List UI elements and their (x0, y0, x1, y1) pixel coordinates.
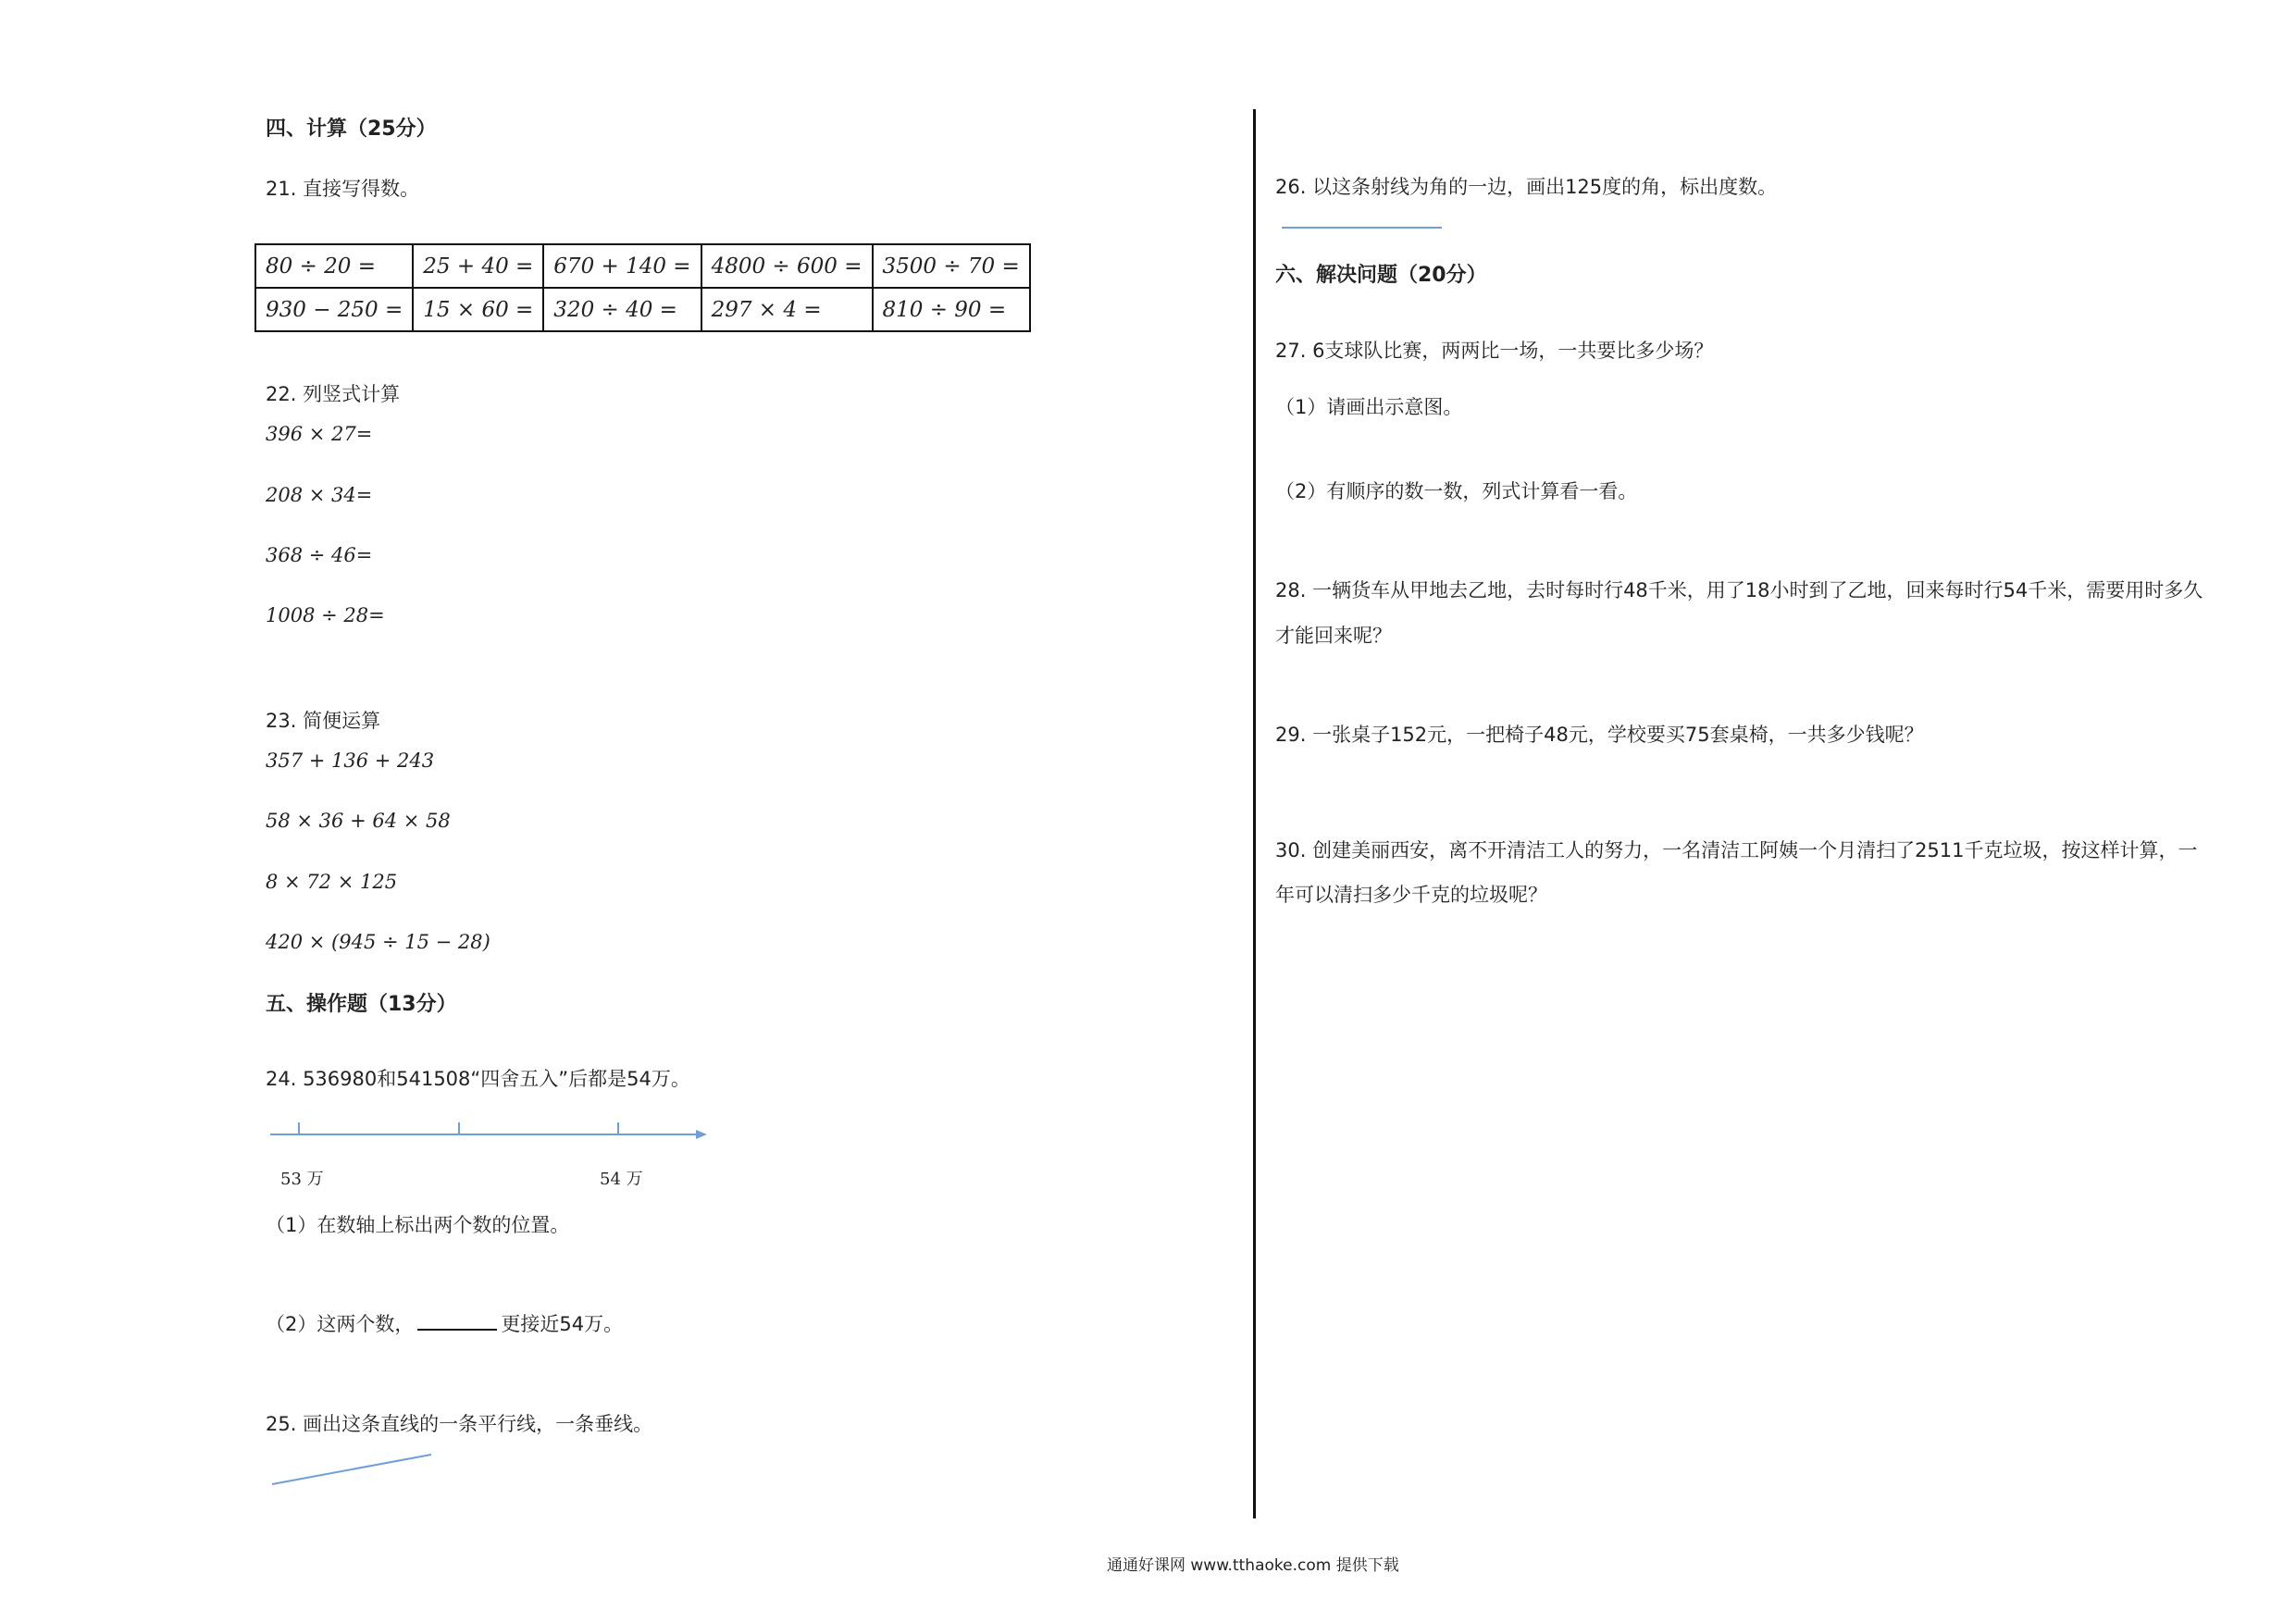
question-21: 21. 直接写得数。 (266, 178, 420, 200)
simplify-item: 8 × 72 × 125 (266, 871, 398, 893)
question-22: 22. 列竖式计算 (266, 383, 401, 405)
question-25: 25. 画出这条直线的一条平行线，一条垂线。 (266, 1413, 653, 1435)
footer-credit: 通通好课网 www.tthaoke.com 提供下载 (1107, 1556, 1399, 1575)
simplify-item: 420 × (945 ÷ 15 − 28) (266, 931, 490, 953)
question-24-sub-1: （1）在数轴上标出两个数的位置。 (266, 1214, 570, 1236)
table-cell: 670 + 140 = (543, 244, 701, 288)
table-cell: 810 ÷ 90 = (873, 288, 1030, 331)
vertical-calc-item: 396 × 27= (266, 423, 373, 445)
table-cell: 320 ÷ 40 = (543, 288, 701, 331)
simplify-item: 357 + 136 + 243 (266, 750, 435, 772)
sub-2-prefix: （2）这两个数， (266, 1313, 415, 1335)
question-30-line-1: 30. 创建美丽西安，离不开清洁工人的努力，一名清洁工阿姨一个月清扫了2511千克垃圾，按这样计算，一 (1275, 839, 2198, 861)
question-27-sub-2: （2）有顺序的数一数，列式计算看一看。 (1275, 480, 1638, 502)
section-4-heading: 四、计算（25分） (266, 118, 437, 141)
table-cell: 80 ÷ 20 = (255, 244, 413, 288)
axis-label-54: 54 万 (600, 1170, 643, 1189)
vertical-calc-item: 368 ÷ 46= (266, 544, 373, 566)
section-5-heading: 五、操作题（13分） (266, 993, 457, 1016)
sub-2-suffix: 更接近54万。 (501, 1313, 624, 1335)
question-23: 23. 简便运算 (266, 710, 381, 732)
table-cell: 15 × 60 = (413, 288, 543, 331)
vertical-calc-item: 1008 ÷ 28= (266, 604, 385, 626)
vertical-calc-item: 208 × 34= (266, 484, 373, 506)
question-26: 26. 以这条射线为角的一边，画出125度的角，标出度数。 (1275, 176, 1778, 198)
question-29: 29. 一张桌子152元，一把椅子48元，学校要买75套桌椅，一共多少钱呢？ (1275, 724, 1924, 746)
question-27: 27. 6支球队比赛，两两比一场，一共要比多少场？ (1275, 340, 1714, 362)
question-30-line-2: 年可以清扫多少千克的垃圾呢？ (1275, 884, 1547, 906)
question-24: 24. 536980和541508“四舍五入”后都是54万。 (266, 1068, 690, 1090)
table-cell: 297 × 4 = (701, 288, 873, 331)
table-cell: 4800 ÷ 600 = (701, 244, 873, 288)
question-28-line-2: 才能回来呢？ (1275, 625, 1392, 647)
table-cell: 930 − 250 = (255, 288, 413, 331)
simplify-item: 58 × 36 + 64 × 58 (266, 810, 451, 832)
axis-label-53: 53 万 (280, 1170, 324, 1189)
table-cell: 25 + 40 = (413, 244, 543, 288)
question-28-line-1: 28. 一辆货车从甲地去乙地，去时每时行48千米，用了18小时到了乙地，回来每时行54千米，需要用时多久 (1275, 579, 2203, 601)
section-6-heading: 六、解决问题（20分） (1275, 264, 1487, 287)
table-cell: 3500 ÷ 70 = (873, 244, 1030, 288)
question-27-sub-1: （1）请画出示意图。 (1275, 396, 1463, 418)
